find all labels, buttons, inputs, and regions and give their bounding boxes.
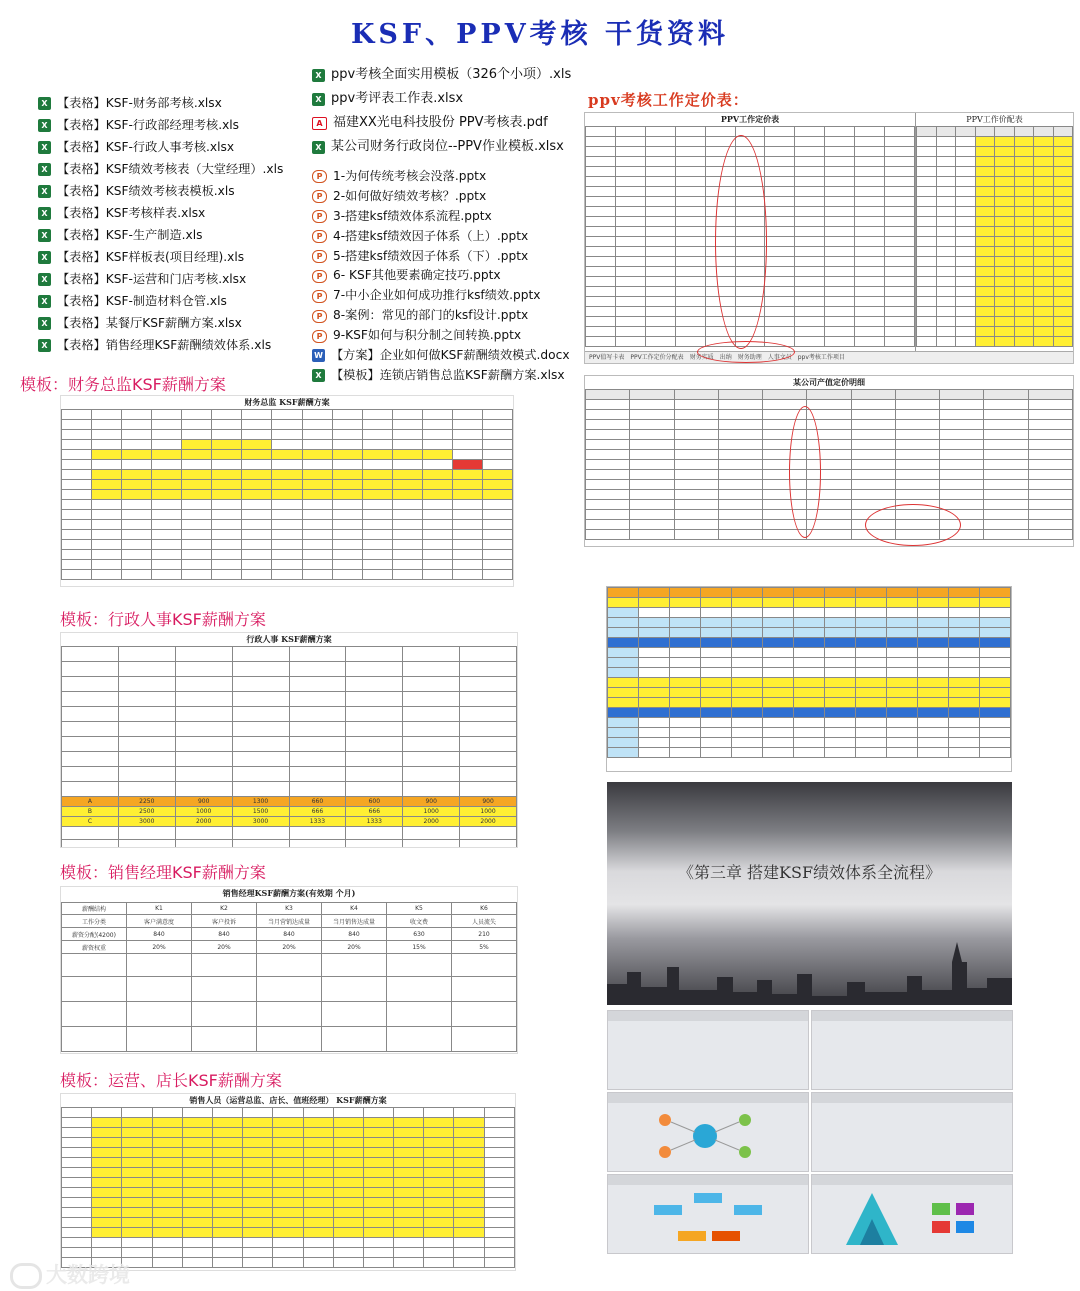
right-file-list-bottom bbox=[312, 167, 592, 386]
watermark bbox=[10, 1259, 130, 1289]
file-item[interactable] bbox=[312, 167, 592, 187]
slide-thumbnail-header bbox=[812, 1093, 1012, 1103]
powerpoint-file-icon: P bbox=[312, 170, 327, 183]
sheet-tab[interactable]: 财务实质 bbox=[689, 354, 714, 361]
table-cell: C bbox=[62, 817, 119, 827]
table-cell: B bbox=[62, 807, 119, 817]
excel-file-icon: X bbox=[312, 369, 325, 382]
sheet-tab[interactable]: 人事文员 bbox=[767, 354, 792, 361]
table-row bbox=[62, 817, 517, 827]
file-item[interactable] bbox=[312, 87, 592, 111]
pyramid-diagram-icon bbox=[832, 1189, 1002, 1249]
slide-thumbnail-header bbox=[812, 1011, 1012, 1021]
org-value-grid bbox=[585, 389, 1073, 540]
table-row bbox=[62, 915, 517, 928]
file-item[interactable] bbox=[38, 312, 308, 334]
excel-file-icon: X bbox=[38, 185, 51, 198]
table-cell: 2000 bbox=[460, 817, 517, 827]
column-header: K4 bbox=[322, 903, 387, 915]
ops-spreadsheet bbox=[60, 1093, 516, 1271]
file-name: 【表格】KSF绩效考核表（大堂经理）.xls bbox=[57, 162, 284, 176]
table-cell: 收文费 bbox=[387, 915, 452, 928]
column-header: K6 bbox=[452, 903, 517, 915]
file-item[interactable] bbox=[38, 202, 308, 224]
excel-file-icon: X bbox=[38, 273, 51, 286]
table-cell: 1000 bbox=[175, 807, 232, 817]
file-name: 5-搭建ksf绩效因子体系（下）.pptx bbox=[333, 248, 529, 263]
ppv-section-label: ppv考核工作定价表： bbox=[588, 91, 749, 109]
file-name: 【表格】KSF-行政人事考核.xlsx bbox=[57, 140, 235, 154]
table-cell: 3000 bbox=[232, 817, 289, 827]
slide-thumbnail-header bbox=[608, 1175, 808, 1185]
annotation-circle bbox=[789, 406, 821, 538]
file-name: ppv考评表工作表.xlsx bbox=[331, 91, 464, 106]
excel-file-icon: X bbox=[38, 295, 51, 308]
file-name: 【方案】企业如何做KSF薪酬绩效模式.docx bbox=[331, 348, 570, 363]
file-name: 7-中小企业如何成功推行ksf绩效.pptx bbox=[333, 288, 541, 303]
file-item[interactable] bbox=[38, 290, 308, 312]
excel-file-icon: X bbox=[38, 207, 51, 220]
powerpoint-file-icon: P bbox=[312, 330, 327, 343]
chapter-slide bbox=[607, 782, 1012, 1005]
file-name: 【模板】连锁店销售总监KSF薪酬方案.xlsx bbox=[331, 367, 565, 382]
file-name: 福建XX光电科技股份 PPV考核表.pdf bbox=[333, 115, 548, 130]
slide-thumbnail bbox=[607, 1010, 809, 1090]
table-cell: 900 bbox=[403, 797, 460, 807]
table-cell: 2500 bbox=[118, 807, 175, 817]
table-cell: 900 bbox=[460, 797, 517, 807]
sales-grid bbox=[61, 902, 517, 1052]
chapter-slide-title: 《第三章 搭建KSF绩效体系全流程》 bbox=[677, 863, 942, 882]
table-cell: 666 bbox=[289, 807, 346, 817]
sales-section-label: 模板：销售经理KSF薪酬方案 bbox=[60, 863, 266, 882]
file-item[interactable] bbox=[312, 326, 592, 346]
table-cell: A bbox=[62, 797, 119, 807]
word-file-icon: W bbox=[312, 349, 325, 362]
file-item[interactable] bbox=[38, 224, 308, 246]
file-item[interactable] bbox=[312, 266, 592, 286]
ppv-sheet-tabs[interactable] bbox=[585, 351, 1073, 364]
sheet-tab[interactable]: PPV工作定价分配表 bbox=[630, 354, 684, 361]
finance-spreadsheet bbox=[60, 395, 514, 587]
table-cell: 600 bbox=[346, 797, 403, 807]
column-header: K2 bbox=[192, 903, 257, 915]
sheet-tab[interactable]: PPV值写卡表 bbox=[589, 354, 625, 361]
column-header: K3 bbox=[257, 903, 322, 915]
ops-sheet-title: 销售人员（运营总监、店长、值班经理） KSF薪酬方案 bbox=[189, 1095, 387, 1105]
table-header-row bbox=[62, 903, 517, 915]
table-cell: 2250 bbox=[118, 797, 175, 807]
table-cell: 5% bbox=[452, 941, 517, 954]
excel-file-icon: X bbox=[38, 141, 51, 154]
file-item[interactable] bbox=[312, 306, 592, 326]
ppv-side-title: PPV工作价配表 bbox=[966, 115, 1023, 124]
slide-thumbnail-header bbox=[812, 1175, 1012, 1185]
file-item[interactable] bbox=[312, 135, 592, 159]
file-item[interactable] bbox=[312, 111, 592, 135]
excel-file-icon: X bbox=[312, 69, 325, 82]
admin-sheet-title: 行政人事 KSF薪酬方案 bbox=[246, 634, 332, 644]
org-value-spreadsheet bbox=[584, 375, 1074, 547]
table-cell: 840 bbox=[322, 928, 387, 941]
file-item[interactable] bbox=[312, 247, 592, 267]
file-name: 【表格】KSF-运营和门店考核.xlsx bbox=[57, 272, 247, 286]
table-cell: 薪资分配(4200) bbox=[62, 928, 127, 941]
page-title: KSF、PPV考核 干货资料 bbox=[350, 19, 730, 50]
excel-file-icon: X bbox=[38, 119, 51, 132]
finance-grid bbox=[61, 409, 513, 580]
watermark-logo-icon bbox=[10, 1263, 42, 1289]
table-row bbox=[62, 807, 517, 817]
powerpoint-file-icon: P bbox=[312, 250, 327, 263]
sales-spreadsheet bbox=[60, 886, 518, 1054]
slide-thumbnail bbox=[607, 1174, 809, 1254]
slide-thumbnail bbox=[811, 1092, 1013, 1172]
excel-file-icon: X bbox=[312, 93, 325, 106]
ops-grid bbox=[61, 1107, 515, 1268]
file-item[interactable] bbox=[312, 227, 592, 247]
column-header: K1 bbox=[127, 903, 192, 915]
sales-director-spreadsheet bbox=[606, 586, 1012, 772]
table-cell: 900 bbox=[175, 797, 232, 807]
table-cell: 1000 bbox=[403, 807, 460, 817]
file-item[interactable] bbox=[312, 63, 592, 87]
table-cell: 1333 bbox=[346, 817, 403, 827]
finance-section-label: 模板：财务总监KSF薪酬方案 bbox=[20, 375, 226, 394]
file-item[interactable] bbox=[38, 180, 308, 202]
table-cell: 2000 bbox=[175, 817, 232, 827]
file-name: 【表格】KSF考核样表.xlsx bbox=[57, 206, 206, 220]
powerpoint-file-icon: P bbox=[312, 190, 327, 203]
table-cell: 1333 bbox=[289, 817, 346, 827]
mindmap-diagram-icon bbox=[625, 1106, 785, 1166]
table-cell: 工作分类 bbox=[62, 915, 127, 928]
table-cell: 当月营销达成量 bbox=[257, 915, 322, 928]
ppv-grid-side bbox=[916, 126, 1073, 347]
file-item[interactable] bbox=[312, 366, 592, 386]
column-header: 薪酬结构 bbox=[62, 903, 127, 915]
slide-thumbnail-header bbox=[608, 1093, 808, 1103]
table-row bbox=[62, 941, 517, 954]
excel-file-icon: X bbox=[38, 251, 51, 264]
left-file-list bbox=[38, 92, 308, 356]
file-item[interactable] bbox=[312, 207, 592, 227]
table-cell: 840 bbox=[257, 928, 322, 941]
file-item[interactable] bbox=[38, 92, 308, 114]
file-name: 【表格】KSF-行政部经理考核.xls bbox=[57, 118, 240, 132]
annotation-circle bbox=[865, 504, 961, 546]
file-name: 【表格】KSF样板表(项目经理).xls bbox=[57, 250, 245, 264]
excel-file-icon: X bbox=[38, 229, 51, 242]
city-skyline-icon bbox=[607, 932, 1012, 1005]
file-item[interactable] bbox=[38, 114, 308, 136]
file-name: 【表格】KSF-财务部考核.xlsx bbox=[57, 96, 222, 110]
excel-file-icon: X bbox=[312, 141, 325, 154]
excel-file-icon: X bbox=[38, 317, 51, 330]
excel-file-icon: X bbox=[38, 163, 51, 176]
file-item[interactable] bbox=[312, 286, 592, 306]
file-item[interactable] bbox=[312, 187, 592, 207]
powerpoint-file-icon: P bbox=[312, 310, 327, 323]
excel-file-icon: X bbox=[38, 97, 51, 110]
slide-thumbnail bbox=[811, 1174, 1013, 1254]
table-cell: 客户满意度 bbox=[127, 915, 192, 928]
table-cell: 3000 bbox=[118, 817, 175, 827]
file-name: 【表格】KSF-生产制造.xls bbox=[57, 228, 203, 242]
ppv-spreadsheet bbox=[584, 112, 1074, 364]
table-cell: 人员流失 bbox=[452, 915, 517, 928]
file-item[interactable] bbox=[38, 334, 308, 356]
powerpoint-file-icon: P bbox=[312, 230, 327, 243]
powerpoint-file-icon: P bbox=[312, 270, 327, 283]
sheet-tab[interactable]: 出纳 bbox=[719, 354, 732, 361]
sales-director-grid bbox=[607, 587, 1011, 758]
admin-grid bbox=[61, 646, 517, 848]
file-name: 6- KSF其他要素确定技巧.pptx bbox=[333, 268, 501, 283]
sheet-tab[interactable]: 财务助理 bbox=[737, 354, 762, 361]
table-cell: 15% bbox=[387, 941, 452, 954]
admin-section-label: 模板：行政人事KSF薪酬方案 bbox=[60, 610, 266, 629]
file-name: 3-搭建ksf绩效体系流程.pptx bbox=[333, 208, 492, 223]
table-cell: 1000 bbox=[460, 807, 517, 817]
right-file-list-top bbox=[312, 63, 592, 159]
table-cell: 20% bbox=[127, 941, 192, 954]
sheet-tab[interactable]: ppv考核工作项目 bbox=[797, 354, 845, 361]
table-cell: 630 bbox=[387, 928, 452, 941]
table-cell: 客户投诉 bbox=[192, 915, 257, 928]
file-name: ppv考核全面实用模板（326个小项）.xls bbox=[331, 67, 572, 82]
file-name: 1-为何传统考核会没落.pptx bbox=[333, 169, 487, 183]
table-cell: 1300 bbox=[232, 797, 289, 807]
table-cell: 840 bbox=[127, 928, 192, 941]
file-name: 8-案例：常见的部门的ksf设计.pptx bbox=[333, 308, 529, 323]
table-cell: 20% bbox=[192, 941, 257, 954]
sales-sheet-title: 销售经理KSF薪酬方案(有效期 个月) bbox=[222, 888, 356, 898]
table-row bbox=[62, 928, 517, 941]
file-item[interactable] bbox=[38, 136, 308, 158]
slide-thumbnail-header bbox=[608, 1011, 808, 1021]
table-cell: 当月销售达成量 bbox=[322, 915, 387, 928]
file-name: 2-如何做好绩效考核？.pptx bbox=[333, 188, 487, 203]
file-item[interactable] bbox=[38, 158, 308, 180]
table-cell: 666 bbox=[346, 807, 403, 817]
excel-file-icon: X bbox=[38, 339, 51, 352]
admin-spreadsheet bbox=[60, 632, 518, 848]
file-item[interactable] bbox=[38, 268, 308, 290]
file-name: 【表格】KSF绩效考核表模板.xls bbox=[57, 184, 235, 198]
annotation-circle bbox=[715, 135, 767, 349]
ops-section-label: 模板：运营、店长KSF薪酬方案 bbox=[60, 1071, 282, 1090]
powerpoint-file-icon: P bbox=[312, 210, 327, 223]
table-cell: 20% bbox=[322, 941, 387, 954]
table-cell: 840 bbox=[192, 928, 257, 941]
slide-thumbnail bbox=[811, 1010, 1013, 1090]
watermark-text: 大数跨境 bbox=[46, 1263, 130, 1287]
table-cell: 薪资权重 bbox=[62, 941, 127, 954]
file-item[interactable] bbox=[38, 246, 308, 268]
ppv-sheet-title: PPV工作定价表 bbox=[720, 114, 780, 124]
org-sheet-title: 某公司产值定价明细 bbox=[793, 377, 865, 387]
file-item[interactable] bbox=[312, 346, 592, 366]
powerpoint-file-icon: P bbox=[312, 290, 327, 303]
file-name: 【表格】KSF-制造材料仓管.xls bbox=[57, 294, 227, 308]
file-name: 某公司财务行政岗位--PPV作业模板.xlsx bbox=[331, 139, 564, 154]
table-cell: 2000 bbox=[403, 817, 460, 827]
process-diagram-icon bbox=[648, 1189, 768, 1249]
table-cell: 20% bbox=[257, 941, 322, 954]
table-cell: 660 bbox=[289, 797, 346, 807]
file-name: 9-KSF如何与积分制之间转换.pptx bbox=[333, 328, 522, 343]
file-name: 【表格】某餐厅KSF薪酬方案.xlsx bbox=[57, 316, 242, 330]
pdf-file-icon: A bbox=[312, 117, 327, 130]
table-cell: 1500 bbox=[232, 807, 289, 817]
file-name: 【表格】销售经理KSF薪酬绩效体系.xls bbox=[57, 338, 272, 352]
column-header: K5 bbox=[387, 903, 452, 915]
annotation-circle bbox=[697, 341, 795, 363]
table-cell: 210 bbox=[452, 928, 517, 941]
table-row bbox=[62, 797, 517, 807]
finance-sheet-title: 财务总监 KSF薪酬方案 bbox=[244, 397, 330, 407]
file-name: 4-搭建ksf绩效因子体系（上）.pptx bbox=[333, 228, 529, 243]
